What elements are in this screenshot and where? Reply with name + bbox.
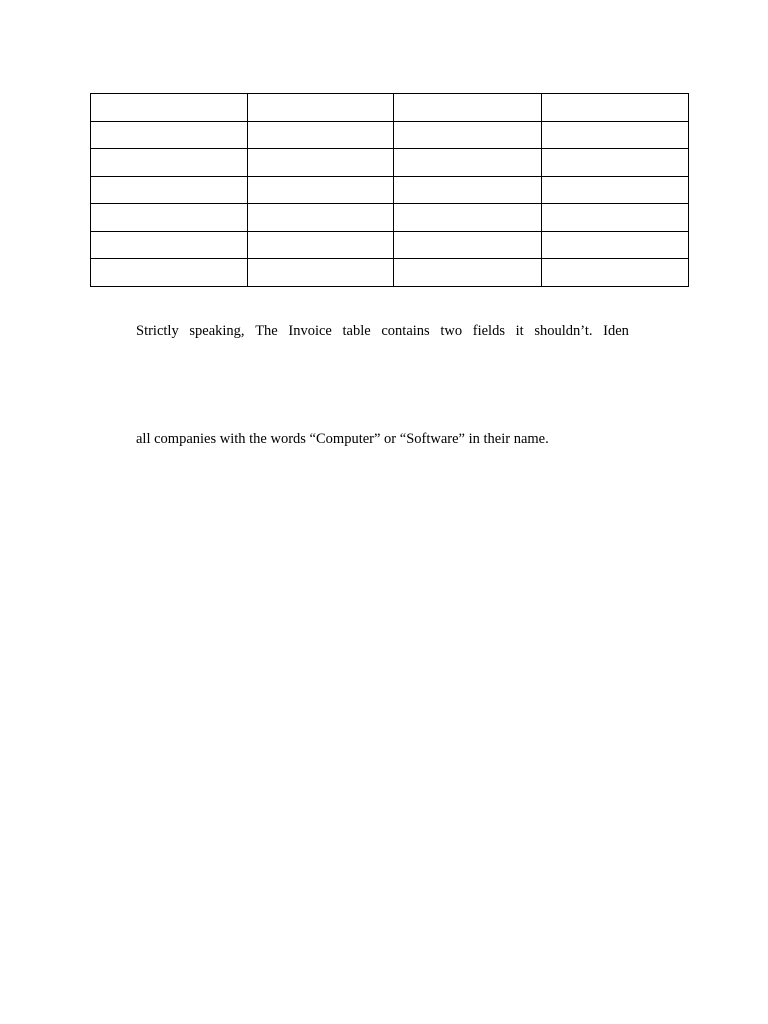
- table-cell: [394, 259, 541, 287]
- table-cell: [248, 231, 394, 259]
- table-cell: [248, 176, 394, 204]
- table-cell: [248, 149, 394, 177]
- table-cell: [91, 231, 248, 259]
- table-row: [91, 204, 689, 232]
- word: speaking,: [189, 323, 245, 339]
- table-row: [91, 176, 689, 204]
- word: Strictly: [136, 323, 179, 339]
- table-row: [91, 259, 689, 287]
- table-cell: [394, 231, 541, 259]
- table-cell: [91, 121, 248, 149]
- table-row: [91, 121, 689, 149]
- table-row: [91, 94, 689, 122]
- table-cell: [394, 149, 541, 177]
- table-cell: [248, 121, 394, 149]
- table-cell: [541, 231, 688, 259]
- table-cell: [541, 259, 688, 287]
- table-cell: [91, 94, 248, 122]
- table-cell: [541, 121, 688, 149]
- word: shouldn’t.: [534, 323, 593, 339]
- table-cell: [541, 94, 688, 122]
- table-cell: [91, 259, 248, 287]
- table-cell: [394, 204, 541, 232]
- table-cell: [248, 94, 394, 122]
- table-cell: [541, 149, 688, 177]
- table-cell: [248, 204, 394, 232]
- table-cell: [91, 204, 248, 232]
- empty-table: [90, 93, 689, 287]
- table-cell: [248, 259, 394, 287]
- paragraph-companies: all companies with the words “Computer” or “Software” in their name.: [136, 431, 549, 447]
- word: it: [515, 323, 524, 339]
- table-cell: [394, 94, 541, 122]
- table-row: [91, 231, 689, 259]
- table-cell: [91, 176, 248, 204]
- word: The: [255, 323, 278, 339]
- word: contains: [381, 323, 430, 339]
- word: Iden: [603, 323, 629, 339]
- table-cell: [541, 204, 688, 232]
- table-cell: [91, 149, 248, 177]
- table-cell: [394, 121, 541, 149]
- table-row: [91, 149, 689, 177]
- table-body: [91, 94, 689, 287]
- word: table: [342, 323, 371, 339]
- paragraph-invoice-fields: [136, 322, 629, 340]
- table-cell: [541, 176, 688, 204]
- table-cell: [394, 176, 541, 204]
- word: fields: [472, 323, 505, 339]
- word: two: [440, 323, 463, 339]
- word: Invoice: [288, 323, 332, 339]
